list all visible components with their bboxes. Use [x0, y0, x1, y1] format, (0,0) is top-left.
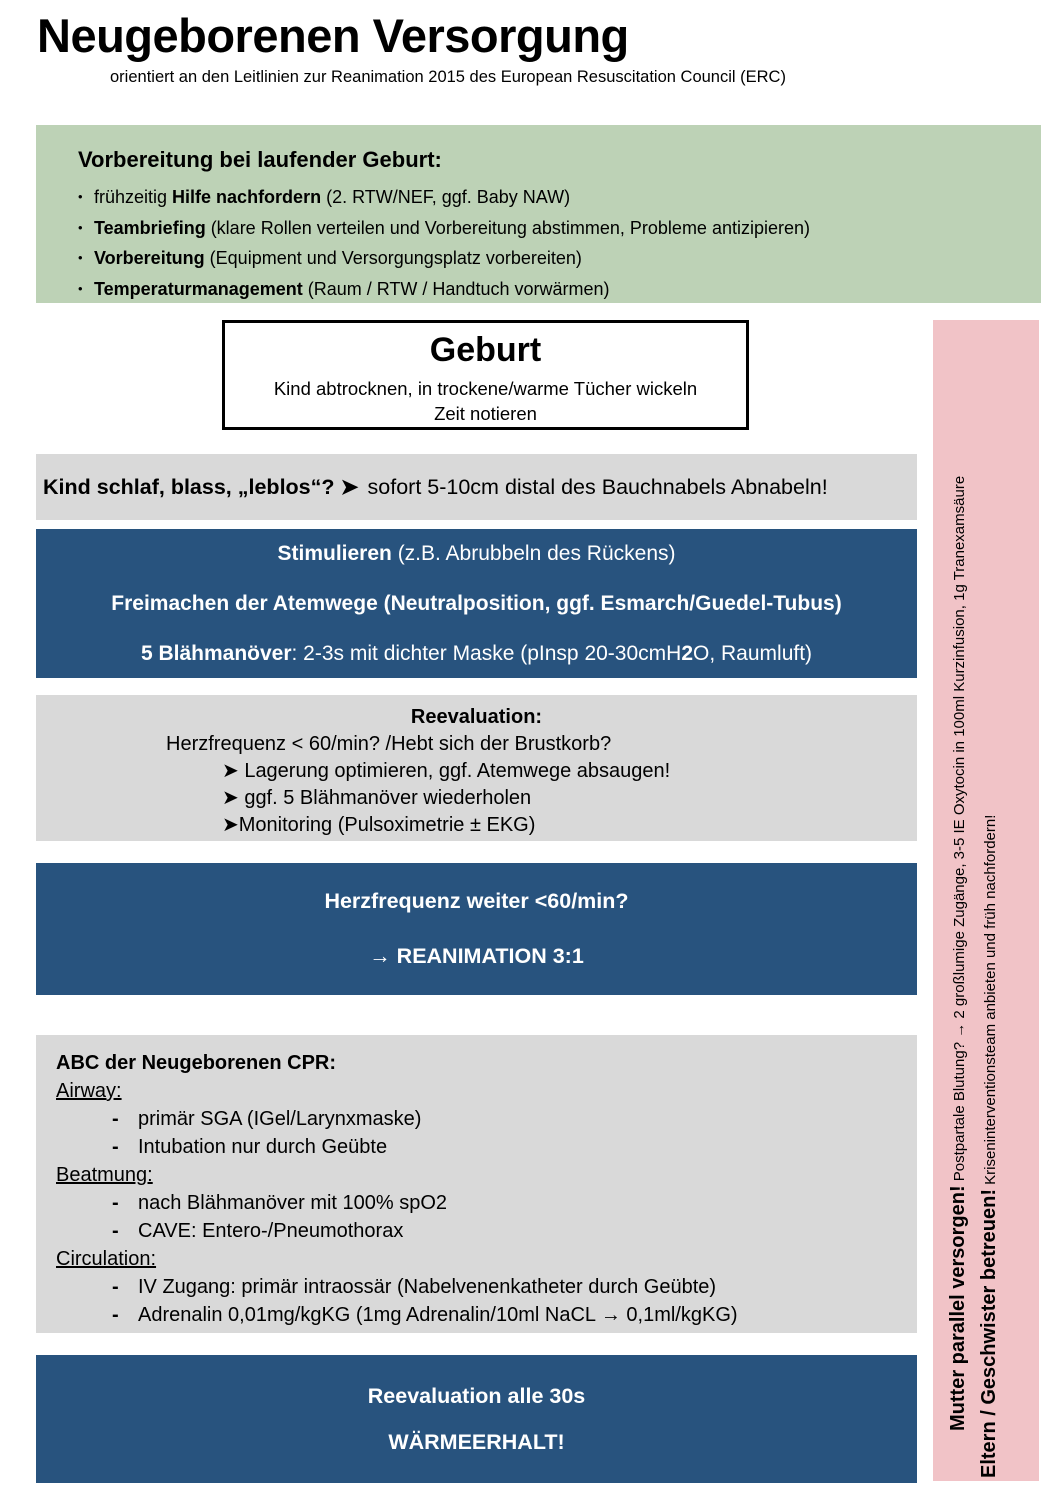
abc-item — [110, 1189, 907, 1217]
sidebar-line-parents-rest: Kriseninterventionsteam anbieten und früh nachfordern! — [982, 814, 999, 1190]
birth-box-line: Zeit notieren — [434, 403, 537, 424]
birth-box-line: Kind abtrocknen, in trockene/warme Tücher wickeln — [273, 378, 698, 399]
bullet-text-bold: Vorbereitung — [94, 248, 205, 268]
abc-item — [110, 1273, 907, 1301]
abc-section-label-airway: Airway: — [56, 1080, 122, 1102]
dash-bullet-icon: - — [112, 1220, 119, 1242]
final-line1: Reevaluation alle 30s — [367, 1383, 586, 1408]
abc-item — [110, 1133, 907, 1161]
abc-item — [110, 1105, 907, 1133]
mother-care-sidebar — [933, 320, 1039, 1481]
sidebar-line-parents — [975, 320, 1005, 1481]
reevaluation-item: ➤ Lagerung optimieren, ggf. Atemwege absaugen! — [222, 760, 671, 782]
page-subtitle: orientiert an den Leitlinien zur Reanimation 2015 des European Resuscitation Council (ERC) — [110, 68, 786, 86]
reanimation-action: → REANIMATION 3:1 — [369, 944, 584, 968]
bullet-text: (Equipment und Versorgungsplatz vorbereiten) — [204, 248, 582, 268]
page-title: Neugeborenen Versorgung — [37, 9, 629, 62]
reevaluation-heading: Reevaluation: — [410, 706, 543, 728]
reevaluation-item: ➤Monitoring (Pulsoximetrie ± EKG) — [222, 814, 536, 836]
inflation-line-bold: 5 Blähmanöver — [140, 641, 292, 665]
preparation-bullet — [78, 213, 1031, 244]
abc-item-text: CAVE: Entero-/Pneumothorax — [138, 1220, 404, 1242]
abc-item-text: Intubation nur durch Geübte — [138, 1136, 388, 1158]
preparation-box — [36, 125, 1041, 303]
inflation-line-end: O, Raumluft) — [693, 641, 813, 665]
dash-bullet-icon: - — [112, 1192, 119, 1214]
airway-line: Freimachen der Atemwege (Neutralposition, ggf. Esmarch/Guedel-Tubus) — [111, 591, 842, 615]
birth-box — [222, 320, 749, 430]
sidebar-line-mother-rest: Postpartale Blutung? → 2 großlumige Zugänge, 3-5 IE Oxytocin in 100ml Kurzinfusion, 1g Tranexamsäure — [951, 475, 968, 1186]
abc-item — [110, 1217, 907, 1245]
dash-bullet-icon: - — [112, 1136, 119, 1158]
stimulate-line1-bold: Stimulieren — [277, 541, 392, 565]
preparation-bullet — [78, 274, 1031, 305]
final-reevaluation-box — [36, 1355, 917, 1483]
bullet-dot-icon: • — [78, 189, 83, 204]
bullet-text-bold: Teambriefing — [94, 217, 206, 238]
dash-bullet-icon: - — [112, 1276, 119, 1298]
sidebar-line-mother-lead: Mutter parallel versorgen! — [947, 1185, 969, 1431]
reevaluation-box — [36, 695, 917, 841]
limp-question: Kind schlaf, blass, „leblos“? — [43, 474, 335, 499]
reanimation-question: Herzfrequenz weiter <60/min? — [324, 889, 629, 913]
stimulate-line1 — [277, 542, 675, 566]
limp-action: sofort 5-10cm distal des Bauchnabels Abnabeln! — [367, 474, 828, 499]
bullet-text-bold: Hilfe nachfordern — [172, 187, 322, 207]
inflation-line-mid: : 2-3s mit dichter Maske (pInsp 20-30cmH — [291, 641, 682, 665]
preparation-bullet — [78, 182, 1031, 213]
bullet-text: (2. RTW/NEF, ggf. Baby NAW) — [321, 187, 571, 207]
abc-item-text: IV Zugang: primär intraossär (Nabelvenenkatheter durch Geübte) — [138, 1276, 717, 1298]
stimulate-line1-rest: (z.B. Abrubbeln des Rückens) — [391, 541, 676, 565]
dash-bullet-icon: - — [112, 1304, 119, 1326]
sidebar-rotated-text — [933, 320, 1039, 1481]
arrow-right-icon: ➤ — [340, 474, 359, 499]
bullet-text: (klare Rollen verteilen und Vorbereitung abstimmen, Probleme antizipieren) — [205, 217, 810, 238]
preparation-bullet — [78, 243, 1031, 274]
reevaluation-question: Herzfrequenz < 60/min? /Hebt sich der Brustkorb? — [166, 733, 612, 755]
dash-bullet-icon: - — [112, 1108, 119, 1130]
bullet-dot-icon: • — [78, 250, 83, 265]
bullet-text: (Raum / RTW / Handtuch vorwärmen) — [302, 278, 610, 299]
inflation-line-sub: 2 — [681, 641, 694, 665]
abc-item-text: primär SGA (IGel/Larynxmaske) — [138, 1108, 422, 1130]
abc-item-text: Adrenalin 0,01mg/kgKG (1mg Adrenalin/10ml NaCL → 0,1ml/kgKG) — [138, 1304, 738, 1326]
abc-section-label-beatmung: Beatmung: — [56, 1164, 153, 1186]
abc-item — [110, 1301, 907, 1329]
final-line2: WÄRMEERHALT! — [388, 1429, 565, 1454]
abc-heading: ABC der Neugeborenen CPR: — [56, 1052, 337, 1074]
bullet-dot-icon: • — [78, 280, 83, 296]
limp-child-bar — [36, 454, 917, 520]
abc-section-label-circulation: Circulation: — [56, 1248, 157, 1270]
abc-item-text: nach Blähmanöver mit 100% spO2 — [138, 1192, 448, 1214]
bullet-text: frühzeitig — [94, 187, 173, 207]
abc-cpr-box — [36, 1035, 917, 1333]
sidebar-line-mother — [943, 320, 975, 1481]
preparation-heading: Vorbereitung bei laufender Geburt: — [78, 147, 442, 172]
inflation-line — [141, 642, 812, 666]
bullet-dot-icon: • — [78, 219, 83, 235]
sidebar-line-parents-lead: Eltern / Geschwister betreuen! — [978, 1189, 1000, 1478]
reanimation-box — [36, 863, 917, 995]
bullet-text-bold: Temperaturmanagement — [94, 278, 303, 299]
birth-box-title: Geburt — [429, 331, 542, 369]
stimulate-box — [36, 529, 917, 678]
reevaluation-item: ➤ ggf. 5 Blähmanöver wiederholen — [222, 787, 532, 809]
